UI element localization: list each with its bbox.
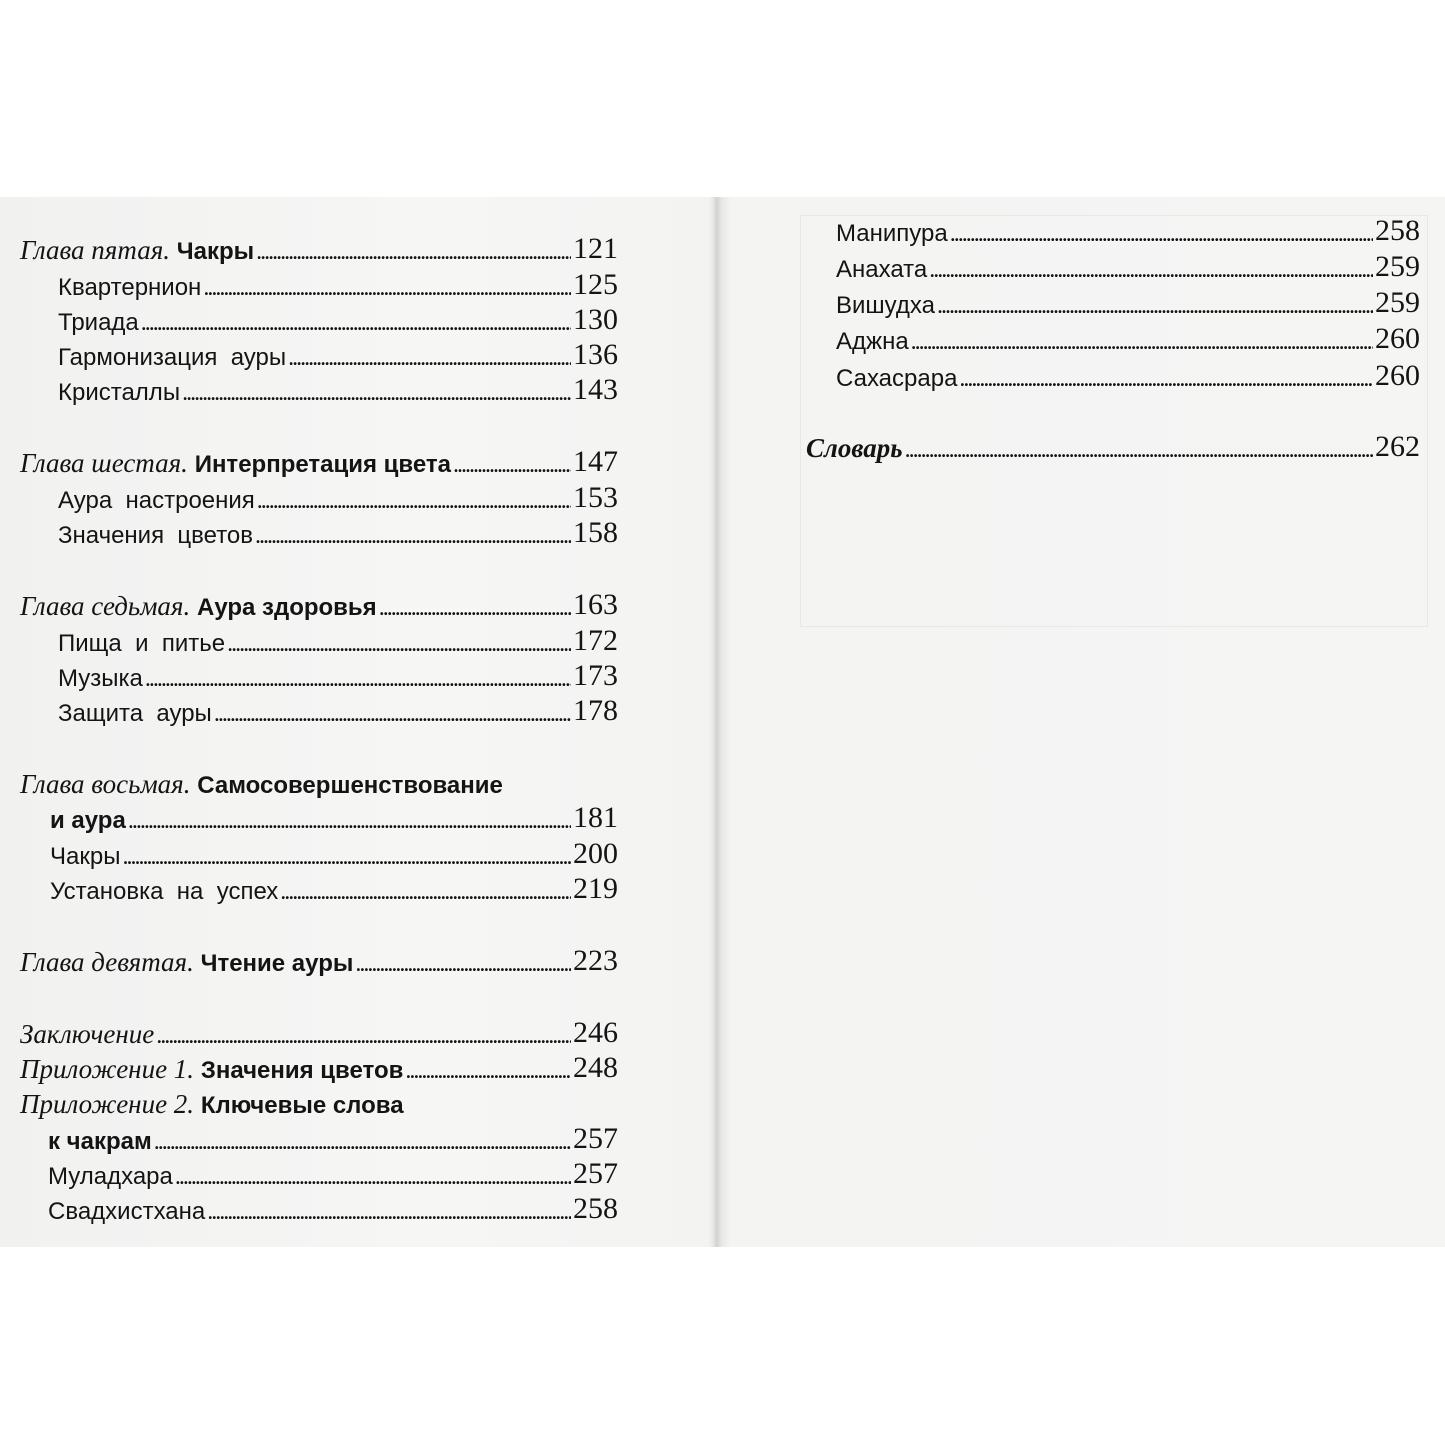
toc-entry-chapter-8-line1: [20, 760, 503, 798]
dot-leader: [255, 524, 571, 548]
entry-page: 262: [1375, 430, 1420, 463]
entry-title: Аура настроения: [58, 487, 255, 514]
dot-leader: [959, 367, 1373, 391]
entry-page: 172: [573, 624, 618, 657]
entry-page: 246: [573, 1016, 618, 1049]
entry-title: Значения цветов: [58, 522, 254, 549]
entry-page: 259: [1375, 286, 1420, 319]
entry-title: Аура здоровья: [196, 594, 377, 621]
toc-entry: [48, 1151, 618, 1189]
toc-entry-appendix-2-line1: [20, 1080, 404, 1118]
dot-leader: [405, 1059, 571, 1083]
entry-title: Кристаллы: [58, 379, 181, 406]
entry-title-line2: к чакрам: [48, 1128, 152, 1155]
entry-page: 130: [573, 303, 618, 336]
entry-page: 259: [1375, 250, 1420, 283]
entry-title: Свадхистхана: [48, 1198, 206, 1225]
entry-title: Значения цветов: [200, 1057, 404, 1084]
entry-prefix: Глава пятая.: [20, 235, 177, 265]
entry-prefix: Глава седьмая.: [20, 591, 197, 621]
dot-leader: [355, 952, 571, 976]
entry-title: Аджна: [836, 328, 909, 355]
toc-entry: [836, 316, 1420, 354]
entry-page: 143: [573, 373, 618, 406]
toc-entry: [58, 688, 618, 726]
entry-page: 260: [1375, 359, 1420, 392]
dot-leader: [929, 258, 1373, 282]
entry-title-line1: Самосовершенствование: [197, 772, 503, 799]
toc-entry: [836, 280, 1420, 318]
toc-entry: [836, 244, 1420, 282]
entry-page: 258: [573, 1192, 618, 1225]
entry-title-line1: Ключевые слова: [200, 1092, 404, 1119]
entry-prefix: Словарь: [806, 433, 903, 463]
entry-page: 258: [1375, 214, 1420, 247]
entry-title: Чакры: [176, 238, 255, 265]
dot-leader: [453, 453, 571, 477]
entry-page: 200: [573, 837, 618, 870]
entry-prefix: Заключение: [20, 1019, 155, 1049]
toc-entry-glossary: [806, 424, 1420, 462]
entry-page: 257: [573, 1157, 618, 1190]
entry-title: Муладхара: [48, 1163, 173, 1190]
toc-entry-chapter-5: [20, 226, 618, 264]
entry-title: Манипура: [836, 220, 948, 247]
toc-entry: [58, 510, 618, 548]
entry-page: 173: [573, 659, 618, 692]
entry-page: 257: [573, 1122, 618, 1155]
toc-entry-chapter-9: [20, 938, 618, 976]
dot-leader: [207, 1200, 571, 1224]
dot-leader: [256, 240, 571, 264]
entry-page: 178: [573, 694, 618, 727]
entry-title: Интерпретация цвета: [194, 451, 451, 478]
toc-entry-appendix-2-line2: [48, 1116, 618, 1154]
entry-page: 136: [573, 338, 618, 371]
entry-title: Чтение ауры: [200, 950, 354, 977]
entry-page: 147: [573, 445, 618, 478]
entry-title: Вишудха: [836, 292, 935, 319]
entry-page: 121: [573, 232, 618, 265]
entry-title: Защита ауры: [58, 700, 212, 727]
dot-leader: [905, 438, 1373, 462]
entry-title: Квартернион: [58, 274, 202, 301]
toc-entry: [58, 297, 618, 335]
entry-title: Анахата: [836, 256, 928, 283]
toc-entry: [58, 332, 618, 370]
entry-page: 153: [573, 481, 618, 514]
toc-entry-chapter-6: [20, 439, 618, 477]
entry-page: 163: [573, 588, 618, 621]
entry-page: 223: [573, 944, 618, 977]
dot-leader: [950, 222, 1373, 246]
toc-entry: [58, 262, 618, 300]
toc-entry: [836, 208, 1420, 246]
toc-entry: [58, 367, 618, 405]
toc-entry: [48, 1186, 618, 1224]
book-gutter: [712, 197, 722, 1247]
toc-entry: [50, 866, 618, 904]
entry-page: 181: [573, 801, 618, 834]
toc-entry-chapter-7: [20, 582, 618, 620]
toc-entry: [58, 618, 618, 656]
entry-prefix: Приложение 1.: [20, 1054, 201, 1084]
entry-title: Сахасрара: [836, 365, 958, 392]
entry-title: Пища и питье: [58, 630, 226, 657]
dot-leader: [128, 809, 571, 833]
toc-entry: [836, 353, 1420, 391]
toc-entry: [58, 653, 618, 691]
dot-leader: [214, 702, 571, 726]
entry-page: 248: [573, 1051, 618, 1084]
entry-title: Триада: [58, 309, 139, 336]
entry-page: 125: [573, 268, 618, 301]
entry-prefix: Приложение 2.: [20, 1089, 201, 1119]
toc-entry-chapter-8-line2: [50, 795, 618, 833]
entry-title-line2: и аура: [50, 807, 126, 834]
entry-page: 260: [1375, 322, 1420, 355]
entry-page: 158: [573, 516, 618, 549]
dot-leader: [182, 381, 571, 405]
entry-title: Музыка: [58, 665, 143, 692]
toc-entry: [50, 831, 618, 869]
entry-prefix: Глава девятая.: [20, 947, 201, 977]
toc-entry-appendix-1: [20, 1045, 618, 1083]
entry-title: Чакры: [50, 843, 121, 870]
toc-entry-conclusion: [20, 1010, 618, 1048]
entry-prefix: Глава шестая.: [20, 448, 195, 478]
dot-leader: [911, 330, 1373, 354]
dot-leader: [379, 596, 571, 620]
entry-title: Гармонизация ауры: [58, 344, 287, 371]
entry-page: 219: [573, 872, 618, 905]
dot-leader: [937, 294, 1373, 318]
entry-prefix: Глава восьмая.: [20, 769, 198, 799]
toc-entry: [58, 475, 618, 513]
dot-leader: [280, 880, 571, 904]
entry-title: Установка на успех: [50, 878, 279, 905]
